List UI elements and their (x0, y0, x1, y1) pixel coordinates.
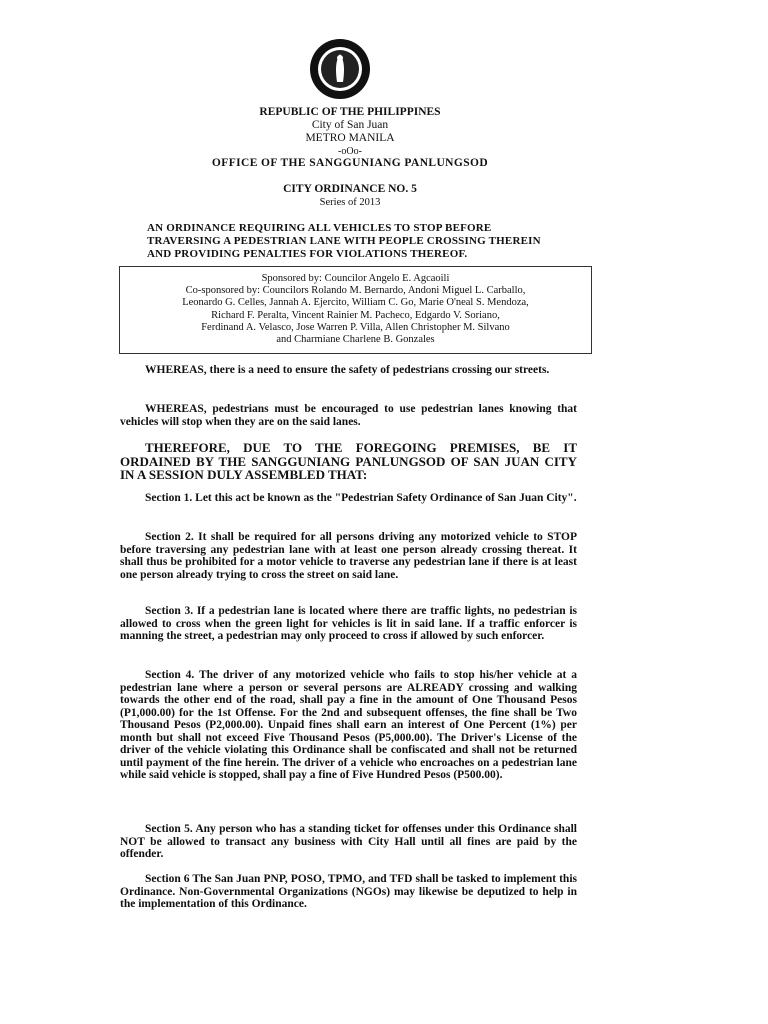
ordinance-title-line: AN ORDINANCE REQUIRING ALL VEHICLES TO STOP BEFORE (147, 222, 492, 234)
ordinance-title-line: AND PROVIDING PENALTIES FOR VIOLATIONS THEREOF. (147, 248, 468, 260)
section-4: Section 4. The driver of any motorized vehicle who fails to stop his/her vehicle at a pedestrian lane where a person or several persons are ALREADY crossing and walking towards the other end of the road, shall pay a fine in the amount of One Thousand Pesos (P1,000.00) for the 1st Offense. For the 2nd and subsequent offenses, the fine shall be Two Thousand Pesos (P2,000.00). Unpaid fines shall earn an interest of One Percent (1%) per month but shall not exceed Five Thousand Pesos (P5,000.00). The Driver's License of the driver of the vehicle violating this Ordinance shall be confiscated and shall not be returned until payment of the fine herein. The driver of a vehicle who encroaches on a pedestrian lane while said vehicle is stopped, shall pay a fine of Five Hundred Pesos (P500.00). (120, 669, 577, 781)
section-1: Section 1. Let this act be known as the "Pedestrian Safety Ordinance of San Juan City". (145, 492, 577, 504)
sponsor-line: Co-sponsored by: Councilors Rolando M. Bernardo, Andoni Miguel L. Carballo, (185, 285, 526, 297)
section-6: Section 6 The San Juan PNP, POSO, TPMO, and TFD shall be tasked to implement this Ordinance. Non-Governmental Organizations (NGOs) may likewise be deputized to help in the implementation of this Ordinance. (120, 873, 577, 910)
ordaining-clause: THEREFORE, DUE TO THE FOREGOING PREMISES, BE IT ORDAINED BY THE SANGGUNIANG PANLUNGSOD OF SAN JUAN CITY IN A SESSION DULY ASSEMBLED THAT: (120, 440, 577, 482)
header-republic: REPUBLIC OF THE PHILIPPINES (259, 106, 441, 118)
sponsor-line: Ferdinand A. Velasco, Jose Warren P. Villa, Allen Christopher M. Silvano (201, 321, 510, 333)
sponsor-line: Sponsored by: Councilor Angelo E. Agcaoili (261, 273, 450, 284)
city-seal-icon (309, 38, 371, 100)
sponsor-line: and Charmiane Charlene B. Gonzales (276, 334, 435, 346)
sponsors-box (119, 266, 592, 354)
ordinance-number: CITY ORDINANCE NO. 5 (283, 183, 417, 195)
sponsor-line: Leonardo G. Celles, Jannah A. Ejercito, William C. Go, Marie O'neal S. Mendoza, (182, 297, 529, 309)
office-title: OFFICE OF THE SANGGUNIANG PANLUNGSOD (211, 157, 489, 169)
ordinance-title-line: TRAVERSING A PEDESTRIAN LANE WITH PEOPLE CROSSING THEREIN (147, 235, 541, 247)
header-separator: -oOo- (338, 146, 362, 157)
ordinance-series: Series of 2013 (319, 197, 381, 208)
sponsor-line: Richard F. Peralta, Vincent Rainier M. Pacheco, Edgardo V. Soriano, (211, 309, 500, 321)
section-3: Section 3. If a pedestrian lane is located where there are traffic lights, no pedestrian is allowed to cross when the green light for vehicles is lit in said lane. If a traffic enforcer is manning the street, a pedestrian may only proceed to cross if allowed by such enforcer. (120, 605, 577, 642)
header-metro: METRO MANILA (305, 132, 395, 144)
header-city: City of San Juan (311, 119, 389, 131)
whereas-clause: WHEREAS, pedestrians must be encouraged to use pedestrian lanes knowing that vehicles will stop when they are on the said lanes. (120, 403, 577, 428)
whereas-clause: WHEREAS, there is a need to ensure the safety of pedestrians crossing our streets. (145, 364, 550, 376)
section-2: Section 2. It shall be required for all persons driving any motorized vehicle to STOP before traversing any pedestrian lane with at least one person already crossing thereat. It shall thus be prohibited for a motor vehicle to traverse any pedestrian lane if there is at least one person already trying to cross the street on said lane. (120, 531, 577, 581)
section-5: Section 5. Any person who has a standing ticket for offenses under this Ordinance shall NOT be allowed to transact any business with City Hall until all fines are paid by the offender. (120, 823, 577, 860)
